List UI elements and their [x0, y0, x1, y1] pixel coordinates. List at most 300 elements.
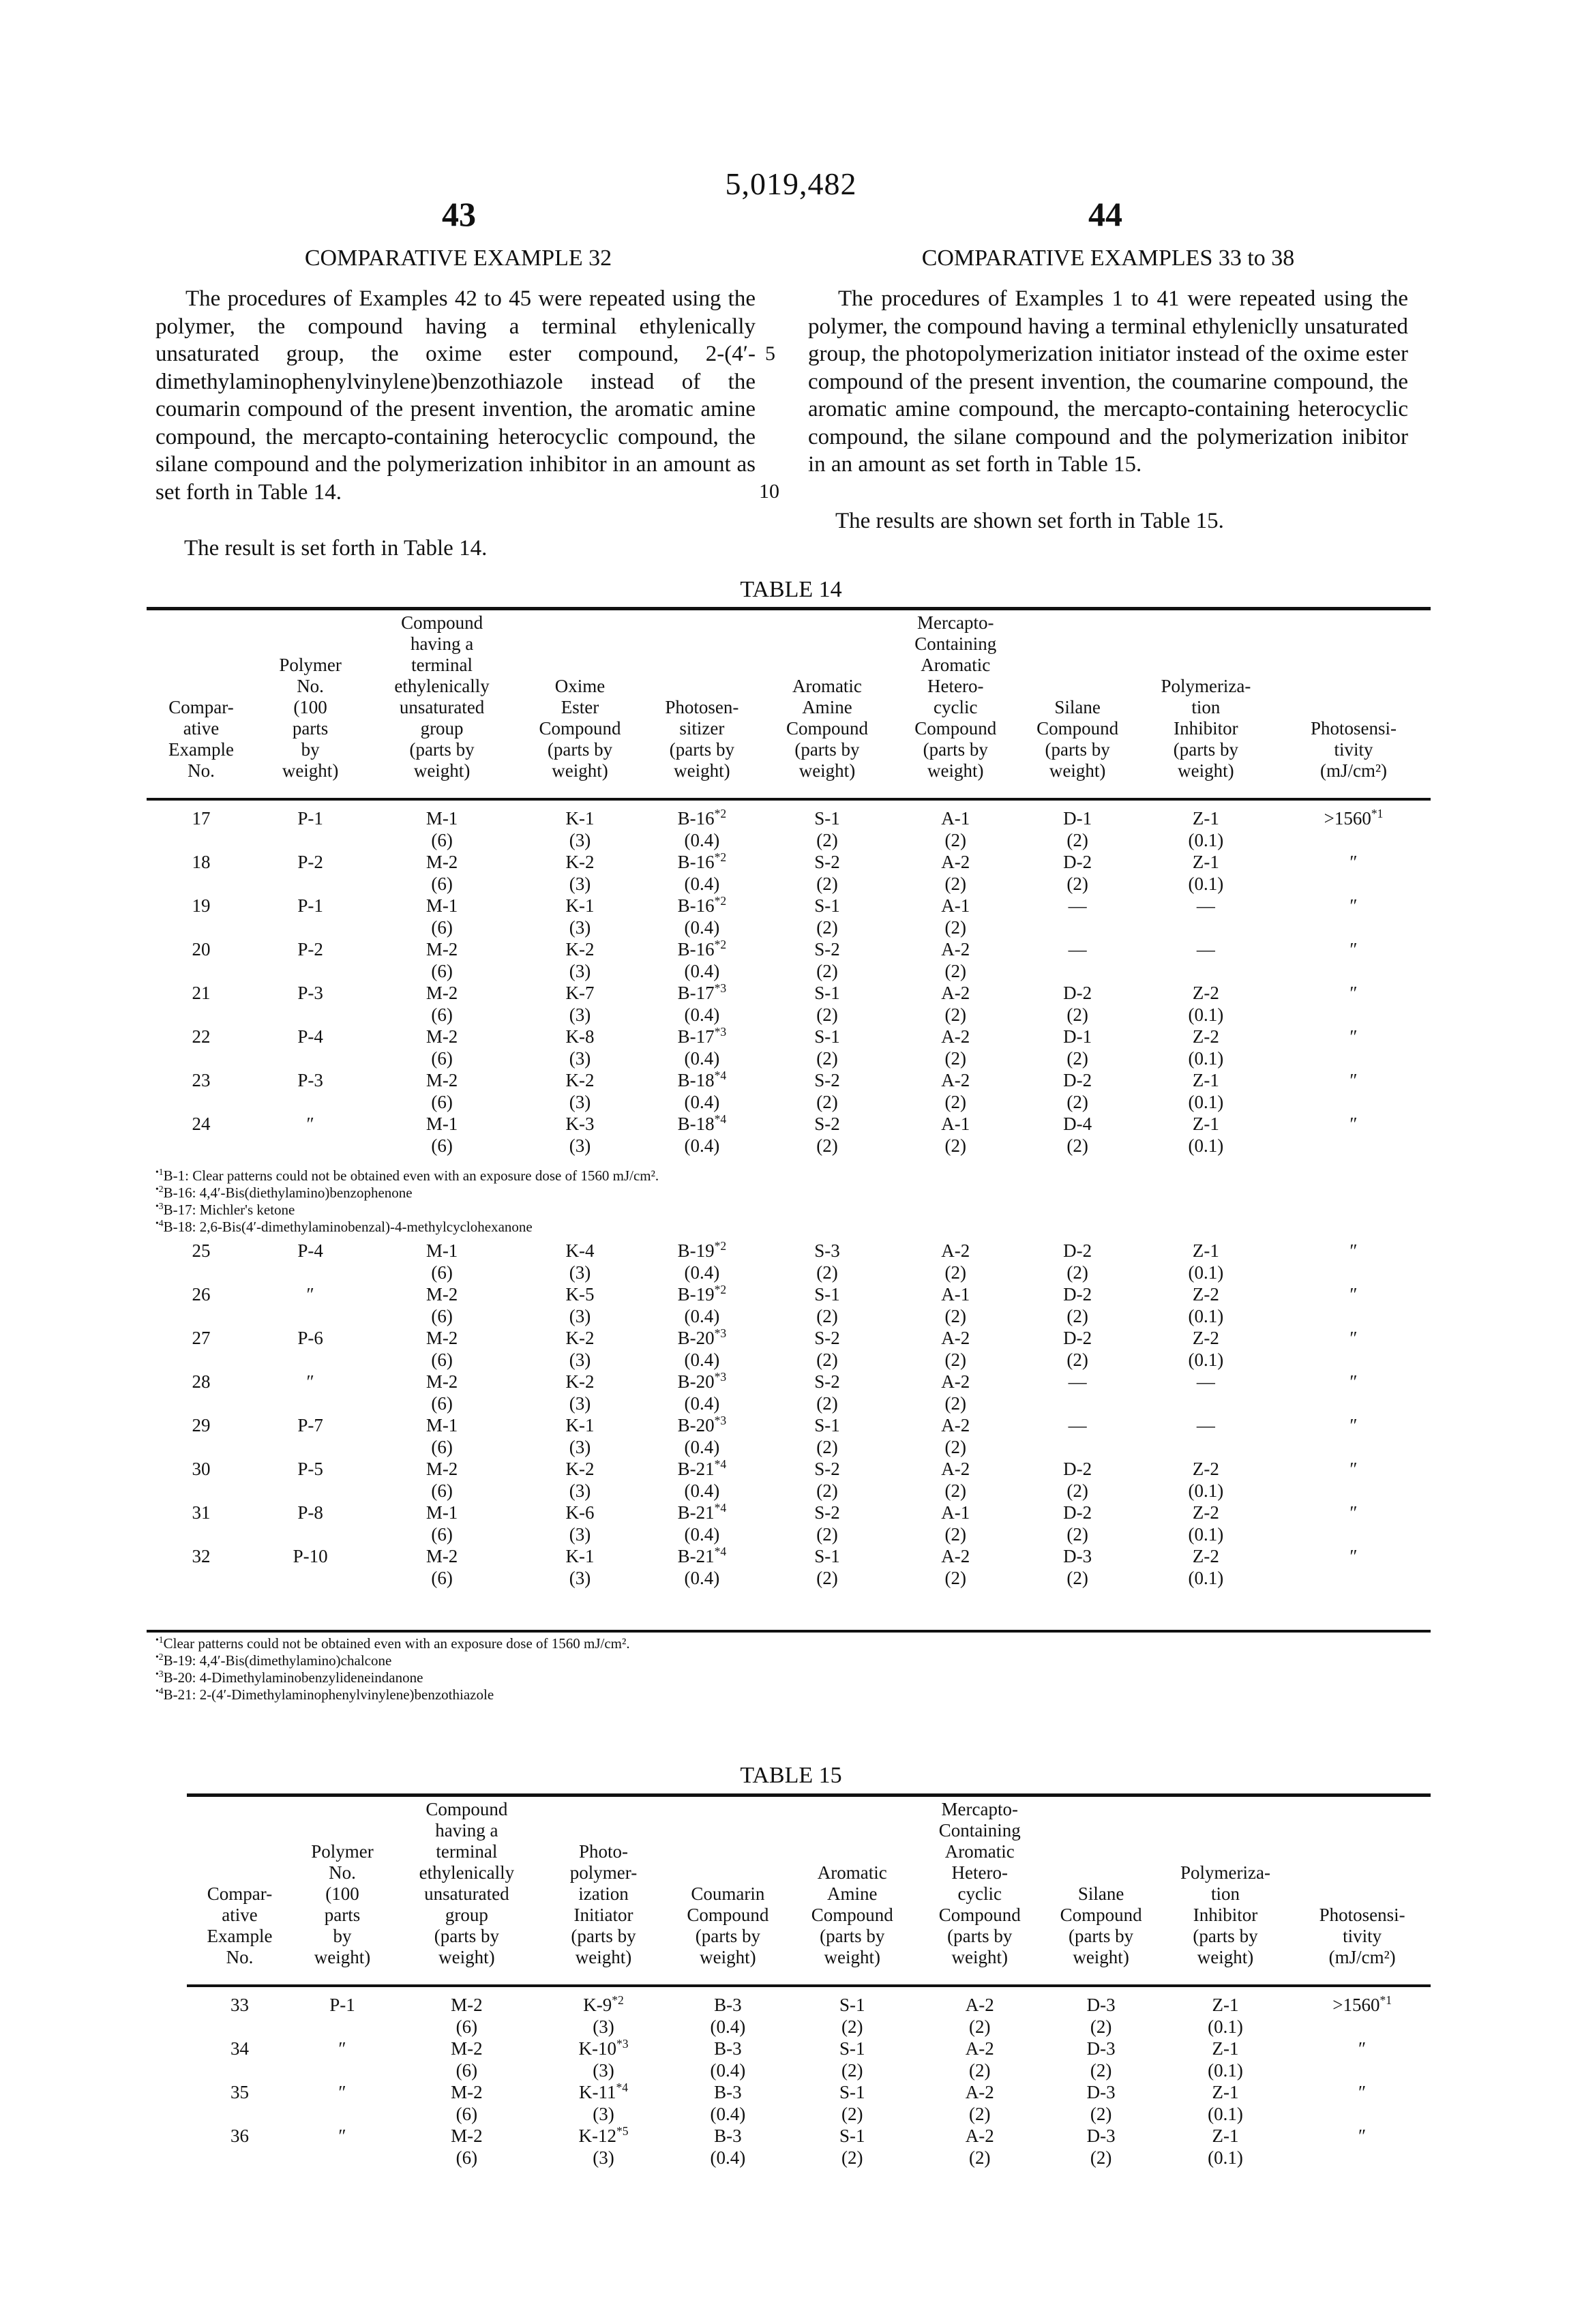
header-line: (mJ/cm²): [1328, 1947, 1396, 1967]
cell-no: 34: [230, 2038, 250, 2059]
table14-footnotes-1: [155, 1167, 659, 1236]
cell-no: 26: [192, 1284, 211, 1305]
cell-photosensitivity-amount: [1277, 829, 1431, 851]
right-paragraph-text: The procedures of Examples 1 to 41 were repeated using the polymer, the compound having a terminal ethyleniclly unsaturated group, the photopolymerization initiator instead of the oxime ester compound of the present invention, the coumarine compound, the aromatic amine compound, the mercapto-containing heterocyclic compound, the silane compound and the polymerization inibitor in an amount as set forth in Table 15.: [808, 286, 1408, 477]
cell-compound-amount: (6): [431, 1092, 453, 1112]
cell-mercapto-amount: (2): [944, 1437, 966, 1457]
footnote-mark: *2: [612, 1993, 624, 2007]
cell-coumarin: B-3: [714, 2126, 742, 2146]
header-line: Hetero-: [927, 676, 984, 696]
footnote: [155, 1686, 630, 1703]
footnote-mark: •1: [155, 1167, 164, 1177]
cell-silane-amount: (2): [1066, 1004, 1088, 1025]
header-line: weight): [824, 1947, 881, 1967]
header-line: Example: [168, 739, 234, 760]
cell-no: 29: [192, 1415, 211, 1435]
cell-oxime-amount: (3): [569, 1306, 591, 1326]
table15-header-cell: [666, 1799, 790, 1972]
cell-silane-amount: (2): [1066, 1480, 1088, 1501]
footnote-mark: •2: [155, 1184, 164, 1194]
cell-compound: M-2: [451, 2126, 483, 2146]
cell-mercapto-amount: (2): [944, 1048, 966, 1069]
cell-polymer: ″: [338, 2038, 346, 2059]
cell-oxime-amount: (3): [569, 1350, 591, 1370]
table14-header-block: [147, 612, 1431, 786]
cell-oxime-amount: (3): [569, 1568, 591, 1588]
cell-photosensitivity: [1277, 982, 1431, 1004]
header-line: weight): [1049, 760, 1106, 781]
cell-amine: S-2: [814, 1328, 840, 1348]
table15-header-cell: [1157, 1799, 1294, 1972]
footnote-mark: *5: [616, 2124, 629, 2138]
header-line: ethylenically: [419, 1862, 515, 1883]
cell-photosensitivity: [1294, 1994, 1431, 2016]
cell-mercapto: A-1: [941, 1502, 970, 1523]
header-line: (100: [325, 1883, 359, 1904]
cell-value: ″: [1349, 983, 1358, 1003]
header-line: Photosen-: [665, 697, 739, 717]
header-line: (parts by: [923, 739, 988, 760]
cell-polymer: ″: [306, 1114, 314, 1134]
cell-oxime-amount: (3): [569, 1437, 591, 1457]
header-line: Coumarin: [691, 1883, 765, 1904]
cell-no: 22: [192, 1026, 211, 1047]
table-row: [187, 2081, 1431, 2103]
cell-mercapto-amount: (2): [969, 2060, 991, 2081]
cell-photosensitivity-amount: [1277, 1004, 1431, 1026]
table-row-amount: [187, 2103, 1431, 2125]
cell-oxime: K-7: [565, 983, 595, 1003]
cell-mercapto-amount: (2): [969, 2104, 991, 2124]
cell-photosensitivity: [1277, 1069, 1431, 1091]
cell-amine-amount: (2): [816, 1480, 838, 1501]
cell-no-amount: [147, 1567, 256, 1589]
header-line: weight): [575, 1947, 632, 1967]
header-line: Compound: [1060, 1905, 1142, 1925]
cell-compound: M-2: [426, 1284, 458, 1305]
cell-sensitizer: [641, 1545, 763, 1567]
cell-amine: S-1: [814, 1415, 840, 1435]
cell-initiator-amount: (3): [593, 2104, 614, 2124]
table15-header-cell: [541, 1799, 666, 1972]
cell-photosensitivity-amount: [1277, 1436, 1431, 1458]
cell-silane-amount: (2): [1066, 1524, 1088, 1545]
header-line: cyclic: [957, 1883, 1002, 1904]
cell-no-amount: [147, 1091, 256, 1113]
cell-no: 32: [192, 1546, 211, 1566]
cell-inhibitor-amount: (0.1): [1208, 2060, 1243, 2081]
table-row-amount: [187, 2059, 1431, 2081]
cell-mercapto-amount: (2): [944, 1350, 966, 1370]
header-line: Initiator: [573, 1905, 633, 1925]
footnote: [155, 1185, 659, 1202]
cell-no-amount: [147, 1004, 256, 1026]
header-line: weight): [1073, 1947, 1129, 1967]
cell-sensitizer-amount: (0.4): [684, 1480, 720, 1501]
cell-compound: M-2: [426, 983, 458, 1003]
footnote: [155, 1202, 659, 1219]
patent-number: 5,019,482: [725, 166, 857, 201]
cell-sensitizer-amount: (0.4): [684, 1262, 720, 1283]
cell-value: B-18: [677, 1070, 715, 1090]
cell-no: 31: [192, 1502, 211, 1523]
cell-photosensitivity: [1294, 2038, 1431, 2059]
cell-inhibitor: Z-2: [1192, 1328, 1219, 1348]
header-line: unsaturated: [399, 697, 485, 717]
cell-oxime-amount: (3): [569, 1092, 591, 1112]
footnote-text: B-18: 2,6-Bis(4′-dimethylaminobenzal)-4-methylcyclohexanone: [163, 1219, 533, 1235]
header-line: Mercapto-: [941, 1799, 1018, 1819]
cell-oxime: K-1: [565, 808, 595, 829]
left-result-sentence: The result is set forth in Table 14.: [184, 536, 488, 561]
cell-compound: M-2: [426, 1070, 458, 1090]
table14-top-rule: [147, 607, 1431, 610]
table-row: [147, 1240, 1431, 1262]
header-line: Polymer: [279, 655, 342, 675]
cell-compound: M-2: [426, 852, 458, 872]
cell-photosensitivity-amount: [1277, 1480, 1431, 1502]
cell-no: 28: [192, 1371, 211, 1392]
cell-value: B-20: [677, 1415, 715, 1435]
cell-amine: S-1: [814, 808, 840, 829]
header-line: Photosensi-: [1310, 718, 1397, 739]
cell-mercapto: A-2: [941, 939, 970, 959]
footnote-text: B-21: 2-(4′-Dimethylaminophenylvinylene)benzothiazole: [163, 1686, 494, 1703]
cell-value: ″: [1349, 852, 1358, 872]
cell-compound-amount: (6): [431, 961, 453, 981]
cell-mercapto-amount: (2): [944, 1480, 966, 1501]
cell-polymer-amount: [256, 1392, 365, 1414]
cell-amine: S-2: [814, 1070, 840, 1090]
cell-initiator-amount: (3): [593, 2016, 614, 2037]
table14-header-cell: [1135, 612, 1277, 786]
cell-silane: D-2: [1063, 1240, 1092, 1261]
cell-amine: S-2: [814, 1502, 840, 1523]
cell-no: 25: [192, 1240, 211, 1261]
header-line: weight): [1178, 760, 1234, 781]
cell-no: 24: [192, 1114, 211, 1134]
header-line: group: [445, 1905, 488, 1925]
cell-compound-amount: (6): [456, 2104, 478, 2124]
table-row: [147, 938, 1431, 960]
cell-mercapto: A-1: [941, 1114, 970, 1134]
header-line: having a: [410, 634, 474, 654]
cell-sensitizer: [641, 807, 763, 829]
header-line: (parts by: [669, 739, 734, 760]
cell-sensitizer: [641, 982, 763, 1004]
cell-compound-amount: (6): [431, 1306, 453, 1326]
cell-silane-amount: (2): [1066, 1092, 1088, 1112]
cell-no-amount: [147, 1135, 256, 1157]
cell-sensitizer: [641, 1502, 763, 1523]
cell-mercapto: A-2: [941, 1415, 970, 1435]
cell-value: B-19: [677, 1284, 715, 1305]
cell-sensitizer-amount: (0.4): [684, 1568, 720, 1588]
cell-value: ″: [1349, 1070, 1358, 1090]
cell-no: 33: [230, 1995, 250, 2015]
cell-value: ″: [1349, 1415, 1358, 1435]
header-line: parts: [324, 1905, 361, 1925]
header-line: Photo-: [579, 1841, 629, 1862]
cell-sensitizer: [641, 1113, 763, 1135]
header-line: Hetero-: [951, 1862, 1008, 1883]
left-paragraph-text: The procedures of Examples 42 to 45 were repeated using the polymer, the compound having a terminal ethylenically unsaturated group, the oxime ester compound, 2-(4′-dimethylaminophenylvinylene)benzothiazole instead of the coumarin compound of the present invention, the aromatic amine compound, the mercapto-containing heterocyclic compound, the silane compound and the polymerization inhibitor in an amount as set forth in Table 14.: [155, 286, 756, 505]
cell-photosensitivity-amount: [1277, 1091, 1431, 1113]
cell-inhibitor: Z-1: [1212, 2038, 1239, 2059]
cell-mercapto-amount: (2): [969, 2016, 991, 2037]
cell-amine: S-1: [839, 2038, 865, 2059]
footnote-mark: *2: [714, 894, 727, 908]
cell-value: B-16: [677, 939, 715, 959]
footnote-text: B-1: Clear patterns could not be obtained even with an exposure dose of 1560 mJ/cm².: [163, 1167, 659, 1184]
table15-header-cell: [1294, 1799, 1431, 1972]
cell-no-amount: [147, 1305, 256, 1327]
header-line: ative: [222, 1905, 258, 1925]
cell-silane: D-2: [1063, 983, 1092, 1003]
cell-initiator: [541, 2038, 666, 2059]
cell-inhibitor: Z-1: [1212, 1995, 1239, 2015]
cell-photosensitivity: [1277, 1283, 1431, 1305]
cell-photosensitivity-amount: [1277, 960, 1431, 982]
cell-inhibitor-amount: [1135, 1436, 1277, 1458]
table-row: [147, 807, 1431, 829]
cell-sensitizer: [641, 1240, 763, 1262]
cell-silane: D-2: [1063, 852, 1092, 872]
cell-inhibitor-amount: (0.1): [1188, 1004, 1224, 1025]
cell-photosensitivity: [1277, 938, 1431, 960]
cell-polymer: P-3: [297, 983, 323, 1003]
cell-silane: D-1: [1063, 1026, 1092, 1047]
cell-inhibitor-amount: (0.1): [1188, 1306, 1224, 1326]
header-line: tion: [1210, 1883, 1240, 1904]
header-line: No.: [329, 1862, 356, 1883]
table15-header-cell: [187, 1799, 293, 1972]
cell-oxime: K-2: [565, 1459, 595, 1479]
cell-silane-amount: (2): [1066, 1350, 1088, 1370]
cell-sensitizer: [641, 1458, 763, 1480]
footnote-mark: •4: [155, 1686, 164, 1696]
cell-polymer: P-3: [297, 1070, 323, 1090]
cell-oxime-amount: (3): [569, 1135, 591, 1156]
cell-photosensitivity: [1294, 2081, 1431, 2103]
cell-mercapto-amount: (2): [969, 2147, 991, 2168]
cell-amine: S-1: [839, 2126, 865, 2146]
cell-sensitizer-amount: (0.4): [684, 1524, 720, 1545]
right-result-sentence: The results are shown set forth in Table 15.: [835, 509, 1224, 533]
cell-oxime: K-5: [565, 1284, 595, 1305]
header-line: weight): [314, 1947, 371, 1967]
cell-oxime: K-8: [565, 1026, 595, 1047]
cell-photosensitivity: [1277, 1502, 1431, 1523]
table15-title: TABLE 15: [740, 1763, 842, 1788]
cell-amine: S-3: [814, 1240, 840, 1261]
cell-polymer-amount: [293, 2016, 392, 2038]
cell-sensitizer: [641, 1283, 763, 1305]
cell-oxime-amount: (3): [569, 1524, 591, 1545]
cell-value: ″: [1358, 2126, 1367, 2146]
cell-sensitizer: [641, 1371, 763, 1392]
table14-bottom-rule: [147, 1630, 1431, 1633]
table-row: [187, 2125, 1431, 2147]
cell-compound-amount: (6): [431, 1393, 453, 1414]
table14-header: [147, 612, 1431, 786]
line-marker-10: 10: [759, 480, 779, 503]
cell-amine-amount: (2): [816, 1004, 838, 1025]
table-row: [147, 1414, 1431, 1436]
table15-header-cell: [914, 1799, 1045, 1972]
cell-amine-amount: (2): [816, 1048, 838, 1069]
cell-oxime: K-1: [565, 1546, 595, 1566]
cell-compound-amount: (6): [431, 1480, 453, 1501]
header-line: weight): [552, 760, 608, 781]
cell-no-amount: [147, 1262, 256, 1283]
cell-amine-amount: (2): [841, 2016, 863, 2037]
table-row-amount: [147, 1262, 1431, 1283]
cell-value: ″: [1349, 895, 1358, 916]
cell-value: K-11: [578, 2082, 616, 2102]
header-line: (100: [293, 697, 327, 717]
table-row-amount: [147, 917, 1431, 938]
header-line: weight): [700, 1947, 756, 1967]
footnote-mark: *2: [714, 850, 727, 864]
footnote-mark: *2: [714, 938, 727, 951]
cell-inhibitor-amount: (0.1): [1188, 1092, 1224, 1112]
cell-polymer: P-5: [297, 1459, 323, 1479]
cell-mercapto-amount: (2): [944, 917, 966, 938]
cell-polymer-amount: [256, 1567, 365, 1589]
cell-silane: D-3: [1086, 1995, 1116, 2015]
cell-amine-amount: (2): [841, 2060, 863, 2081]
cell-silane-amount: (2): [1066, 1306, 1088, 1326]
cell-oxime-amount: (3): [569, 961, 591, 981]
cell-polymer: P-1: [297, 808, 323, 829]
footnote-mark: *3: [714, 981, 727, 995]
cell-polymer-amount: [293, 2059, 392, 2081]
cell-no-amount: [187, 2059, 293, 2081]
table-row: [187, 2038, 1431, 2059]
cell-oxime: K-1: [565, 895, 595, 916]
cell-inhibitor-amount: (0.1): [1188, 1262, 1224, 1283]
header-line: (parts by: [547, 739, 613, 760]
cell-polymer-amount: [256, 1004, 365, 1026]
cell-inhibitor-amount: (0.1): [1208, 2104, 1243, 2124]
cell-amine-amount: (2): [816, 1306, 838, 1326]
cell-value: ″: [1349, 1114, 1358, 1134]
header-line: (parts by: [1193, 1926, 1258, 1946]
footnote: [155, 1635, 630, 1652]
cell-amine: S-1: [839, 2082, 865, 2102]
table15-body-block: [187, 1994, 1431, 2169]
header-line: Compound: [687, 1905, 769, 1925]
header-line: tivity: [1334, 739, 1373, 760]
cell-polymer-amount: [256, 1047, 365, 1069]
cell-polymer: P-10: [293, 1546, 328, 1566]
table15-header: [187, 1799, 1431, 1972]
header-line: weight): [413, 760, 471, 781]
header-line: weight): [951, 1947, 1008, 1967]
cell-inhibitor-amount: [1135, 960, 1277, 982]
header-line: Amine: [827, 1883, 878, 1904]
cell-polymer: P-2: [297, 939, 323, 959]
table-row-amount: [147, 1047, 1431, 1069]
cell-value: B-21: [677, 1502, 715, 1523]
cell-inhibitor-amount: (0.1): [1208, 2016, 1243, 2037]
header-line: (parts by: [947, 1926, 1013, 1946]
cell-mercapto-amount: (2): [944, 961, 966, 981]
table-row-amount: [147, 1305, 1431, 1327]
cell-no: 36: [230, 2126, 250, 2146]
cell-inhibitor: Z-2: [1192, 1026, 1219, 1047]
footnote-text: B-19: 4,4′-Bis(dimethylamino)chalcone: [163, 1652, 392, 1669]
cell-sensitizer: [641, 1327, 763, 1349]
cell-mercapto-amount: (2): [944, 874, 966, 894]
header-line: cyclic: [934, 697, 978, 717]
cell-compound-amount: (6): [431, 1524, 453, 1545]
cell-amine: S-2: [814, 1371, 840, 1392]
cell-photosensitivity: [1277, 1327, 1431, 1349]
table15-header-cell: [293, 1799, 392, 1972]
cell-oxime: K-3: [565, 1114, 595, 1134]
header-line: (parts by: [571, 1926, 636, 1946]
header-line: No.: [297, 676, 324, 696]
cell-sensitizer: [641, 895, 763, 917]
cell-compound: M-2: [451, 2038, 483, 2059]
cell-silane: —: [1068, 939, 1087, 959]
footnote-mark: •3: [155, 1669, 164, 1679]
cell-compound: M-2: [426, 1328, 458, 1348]
cell-amine-amount: (2): [816, 1568, 838, 1588]
cell-amine-amount: (2): [816, 1092, 838, 1112]
footnote-text: B-17: Michler's ketone: [163, 1202, 295, 1218]
cell-oxime: K-6: [565, 1502, 595, 1523]
table14-header-cell: [641, 612, 763, 786]
cell-oxime-amount: (3): [569, 1004, 591, 1025]
cell-value: B-20: [677, 1371, 715, 1392]
cell-compound-amount: (6): [431, 1568, 453, 1588]
table15-header-cell: [790, 1799, 914, 1972]
header-line: Compound: [914, 718, 997, 739]
cell-mercapto: A-2: [941, 1459, 970, 1479]
cell-value: K-10: [578, 2038, 616, 2059]
cell-photosensitivity-amount: [1294, 2147, 1431, 2169]
footnote-mark: *3: [616, 2037, 629, 2051]
cell-compound: M-2: [426, 1459, 458, 1479]
cell-value: >1560: [1324, 808, 1371, 829]
cell-value: B-18: [677, 1114, 715, 1134]
footnote: [155, 1669, 630, 1686]
header-line: Containing: [914, 634, 997, 654]
cell-oxime: K-2: [565, 1371, 595, 1392]
cell-coumarin: B-3: [714, 2082, 742, 2102]
table-row-amount: [187, 2147, 1431, 2169]
cell-mercapto-amount: (2): [944, 1568, 966, 1588]
cell-mercapto: A-2: [941, 852, 970, 872]
table14-header-cell: [1019, 612, 1135, 786]
cell-silane: D-2: [1063, 1502, 1092, 1523]
cell-silane-amount: (2): [1066, 874, 1088, 894]
header-line: Aromatic: [817, 1862, 887, 1883]
cell-silane: D-2: [1063, 1070, 1092, 1090]
cell-amine-amount: (2): [816, 961, 838, 981]
cell-polymer: ″: [306, 1371, 314, 1392]
header-line: Aromatic: [944, 1841, 1015, 1862]
cell-silane-amount: (2): [1090, 2147, 1112, 2168]
cell-amine-amount: (2): [816, 1262, 838, 1283]
cell-value: ″: [1349, 1371, 1358, 1392]
cell-inhibitor: Z-1: [1212, 2082, 1239, 2102]
footnote-mark: *3: [714, 1326, 727, 1340]
cell-no-amount: [187, 2016, 293, 2038]
